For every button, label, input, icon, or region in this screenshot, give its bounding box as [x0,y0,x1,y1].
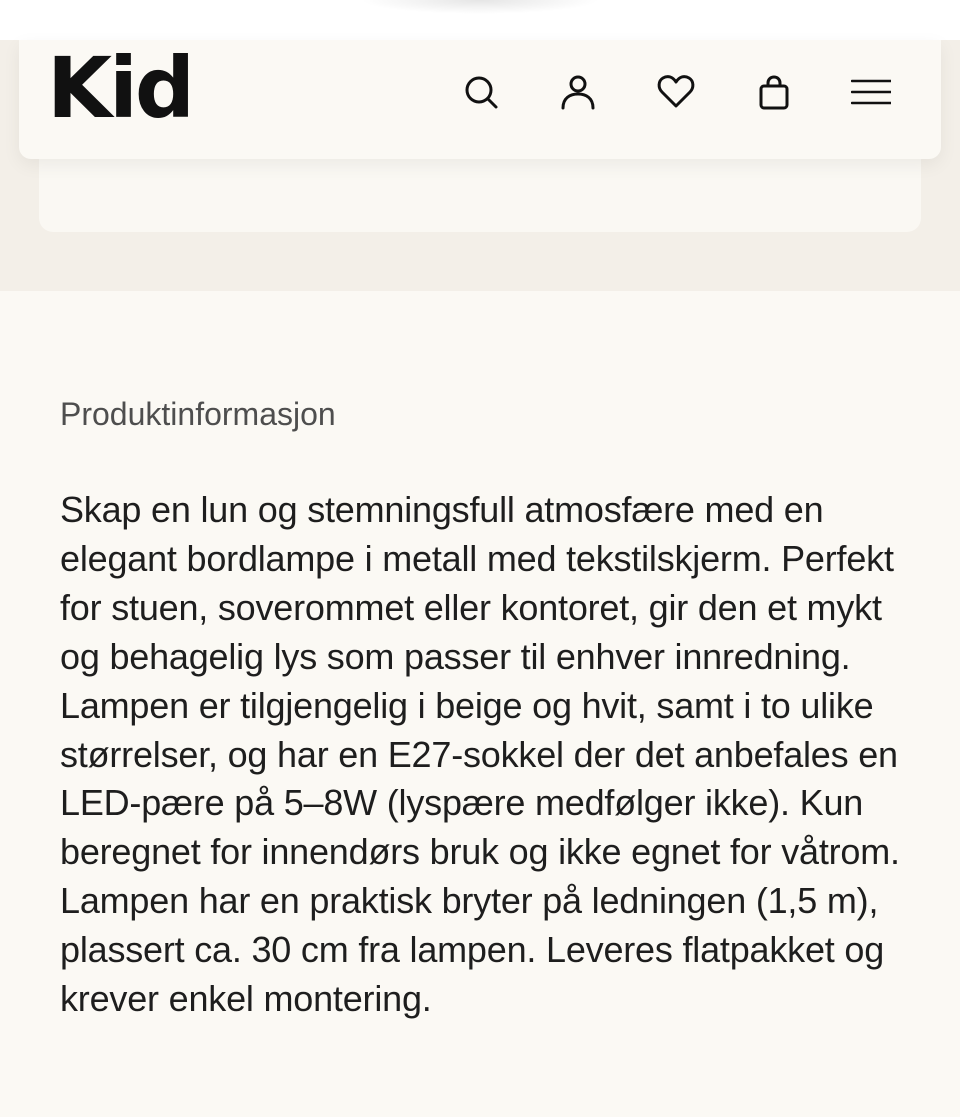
logo[interactable]: Kid [47,39,193,137]
site-header [19,40,941,159]
hero-card [39,150,921,232]
product-info-section [60,390,920,1024]
top-shadow [360,0,600,14]
search-icon[interactable] [459,70,503,114]
product-description: Skap en lun og stemningsfull atmosfære med en elegant bordlampe i metall med tekstilskjerm. Perfekt for stuen, soverommet eller kontoret, gir den et mykt og behagelig lys som passer til enhver innredning. Lampen er tilgjengelig i beige og hvit, samt i to ulike størrelser, og har en E27-sokkel der det anbefales en LED-pære på 5–8W (lyspære medfølger ikke). Kun beregnet for innendørs bruk og ikke egnet for våtrom. Lampen har en praktisk bryter på ledningen (1,5 m), plassert ca. 30 cm fra lampen. Leveres flatpakket og krever enkel montering. [60,489,900,1020]
top-strip [0,0,960,40]
heart-icon[interactable] [654,70,698,114]
section-title: Produktinformasjon [60,396,336,432]
shopping-bag-icon[interactable] [752,70,796,114]
hamburger-menu-icon[interactable] [849,70,893,114]
user-icon[interactable] [556,70,600,114]
